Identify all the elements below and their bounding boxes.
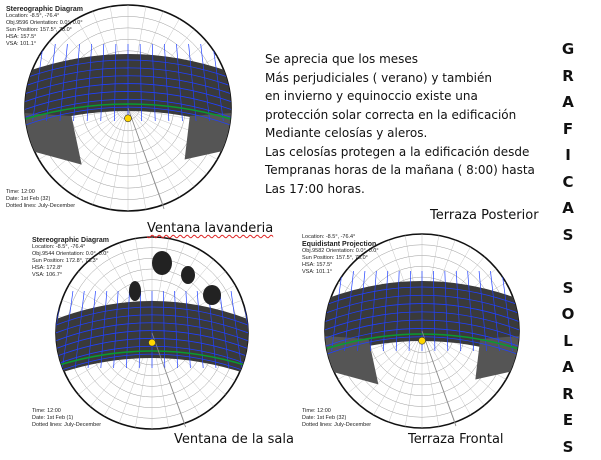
paragraph-line: Las celosías protegen a la edificación desde <box>265 143 565 162</box>
diagram-panel-top <box>2 3 254 213</box>
title-letter: R <box>560 381 576 408</box>
caption-ventana-sala: Ventana de la sala <box>174 432 294 447</box>
paragraph-line: Mediante celosías y aleros. <box>265 124 565 143</box>
panel-location: Location: -8.5°, -76.4° <box>32 244 109 251</box>
panel-date: Date: 1st Feb (32) <box>302 415 371 422</box>
panel-dotted-note: Dotted lines: July-December <box>302 422 371 429</box>
panel-vsa: VSA: 106.7° <box>32 272 109 279</box>
paragraph-line: Las 17:00 horas. <box>265 180 565 199</box>
title-letter: R <box>560 63 576 90</box>
panel-date: Date: 1st Feb (1) <box>32 415 101 422</box>
paragraph-line: Tempranas horas de la mañana ( 8:00) hasta <box>265 161 565 180</box>
panel-orientation: Obj.9544 Orientation: 0.0°, 0.0° <box>32 251 109 258</box>
analysis-paragraph <box>265 50 565 198</box>
paragraph-line: protección solar correcta en la edificación <box>265 106 565 125</box>
panel-title: Equidistant Projection <box>302 241 379 248</box>
panel-sun-position: Sun Position: 157.5°, 78.0° <box>302 255 379 262</box>
obstruction-blob <box>203 285 221 305</box>
title-letter: A <box>560 195 576 222</box>
title-letter: L <box>560 328 576 355</box>
caption-ventana-lavanderia <box>147 221 273 236</box>
panel-orientation: Obj.9582 Orientation: 0.0°, 0.0° <box>302 248 379 255</box>
title-letter: S <box>560 434 576 460</box>
diagram-panel-bottom-right <box>300 230 542 430</box>
sun-marker <box>419 337 426 344</box>
title-letter: S <box>560 222 576 249</box>
panel-time: Time: 12:00 <box>6 189 75 196</box>
shade-side <box>185 113 231 160</box>
panel-location: Location: -8.5°, -76.4° <box>302 234 379 241</box>
diagram-panel-bottom-left <box>30 233 270 430</box>
panel-dotted-note: Dotted lines: July-December <box>6 203 75 210</box>
panel-vsa: VSA: 101.1° <box>6 41 83 48</box>
title-letter: G <box>560 36 576 63</box>
vertical-title <box>560 36 576 460</box>
paragraph-line: Más perjudiciales ( verano) y también <box>265 69 565 88</box>
panel-orientation: Obj.9596 Orientation: 0.0°, 0.0° <box>6 20 83 27</box>
obstruction-blob <box>129 281 141 301</box>
title-letter: A <box>560 89 576 116</box>
title-letter: C <box>560 169 576 196</box>
panel-date: Date: 1st Feb (32) <box>6 196 75 203</box>
obstruction-blob <box>181 266 195 284</box>
panel-hsa: HSA: 157.5° <box>302 262 379 269</box>
panel-sun-position: Sun Position: 172.8°, 73.3° <box>32 258 109 265</box>
panel-dotted-note: Dotted lines: July-December <box>32 422 101 429</box>
title-letter: E <box>560 407 576 434</box>
panel-title: Stereographic Diagram <box>6 6 83 13</box>
title-letter-gap <box>560 248 576 275</box>
panel-vsa: VSA: 101.1° <box>302 269 379 276</box>
title-letter: A <box>560 354 576 381</box>
panel-title: Stereographic Diagram <box>32 237 109 244</box>
title-letter: O <box>560 301 576 328</box>
caption-terraza-frontal: Terraza Frontal <box>408 432 504 447</box>
paragraph-line: Se aprecia que los meses <box>265 50 565 69</box>
caption-text: Ventana lavanderia <box>147 221 273 236</box>
caption-terraza-posterior: Terraza Posterior <box>430 208 539 223</box>
sun-marker <box>125 115 132 122</box>
panel-sun-position: Sun Position: 157.5°, 78.0° <box>6 27 83 34</box>
title-letter: F <box>560 116 576 143</box>
panel-time: Time: 12:00 <box>302 408 371 415</box>
panel-hsa: HSA: 157.5° <box>6 34 83 41</box>
sun-marker <box>149 339 156 346</box>
panel-location: Location: -8.5°, -76.4° <box>6 13 83 20</box>
obstruction-blob <box>152 251 172 275</box>
paragraph-line: en invierno y equinoccio existe una <box>265 87 565 106</box>
panel-time: Time: 12:00 <box>32 408 101 415</box>
panel-hsa: HSA: 172.8° <box>32 265 109 272</box>
title-letter: I <box>560 142 576 169</box>
title-letter: S <box>560 275 576 302</box>
